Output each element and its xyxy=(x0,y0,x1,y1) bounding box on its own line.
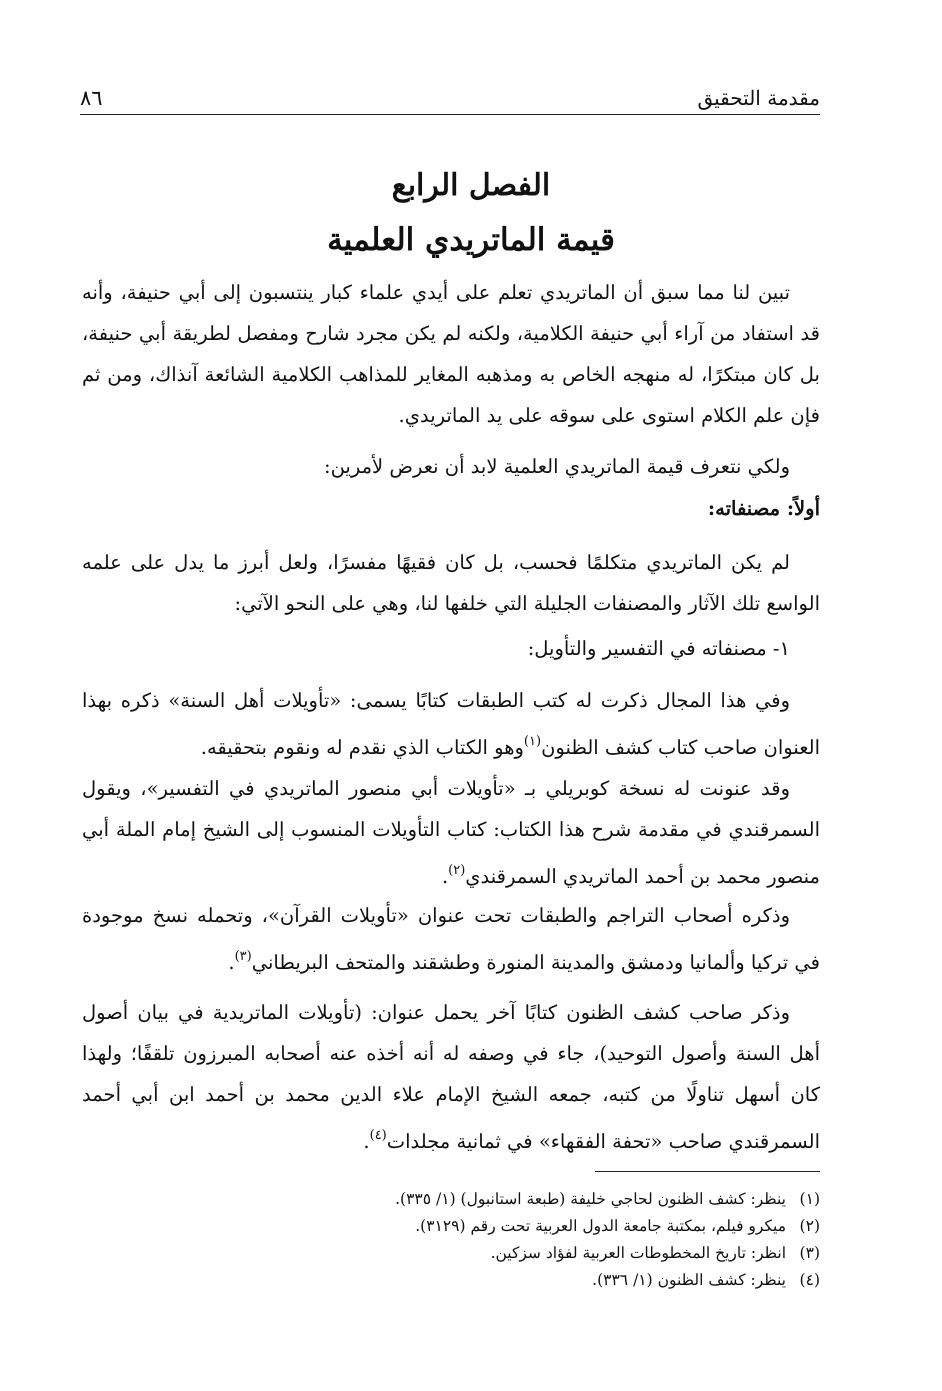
paragraph-text-part: . xyxy=(228,951,235,974)
footnote-ref[interactable]: (٤) xyxy=(369,1128,387,1143)
chapter-number-title: الفصل الرابع xyxy=(391,168,551,203)
footnote-item xyxy=(82,1267,820,1294)
chapter-subject-title: قيمة الماتريدي العلمية xyxy=(327,222,615,258)
paragraph-text-part: وذكره أصحاب التراجم والطبقات تحت عنوان «تأويلات القرآن»، وتحمله نسخ موجودة في تركيا وألمانيا ودمشق والمدينة المنورة وطشقند والمتحف البريطاني xyxy=(82,904,820,974)
footnote-text: ينظر: كشف الظنون لحاجي خليفة (طبعة استانبول) (١/ ٣٣٥). xyxy=(395,1190,786,1208)
paragraph-text: ولكي نتعرف قيمة الماتريدي العلمية لابد أن نعرض لأمرين: xyxy=(324,455,790,478)
footnote-mark: (٣) xyxy=(799,1244,820,1262)
page-number: ٨٦ xyxy=(80,86,103,110)
footnote-ref[interactable]: (١) xyxy=(523,734,542,749)
body-paragraph-tawilat-maturidiyya xyxy=(82,992,820,1162)
paragraph-text-part: . xyxy=(441,865,449,888)
footnote-text: انظر: تاريخ المخطوطات العربية لفؤاد سزكين. xyxy=(490,1244,786,1262)
section-heading-works xyxy=(82,488,820,529)
paragraph-text xyxy=(82,768,820,897)
footnotes xyxy=(82,1186,820,1294)
footnote-mark: (٢) xyxy=(799,1217,820,1235)
footnote-ref[interactable]: (٢) xyxy=(448,863,466,878)
footnote-item xyxy=(82,1213,820,1240)
footnote-item xyxy=(82,1186,820,1213)
paragraph-text-part: . xyxy=(363,1130,370,1153)
page-header xyxy=(80,78,820,115)
list-item-text: ١- مصنفاته في التفسير والتأويل: xyxy=(527,637,790,660)
paragraph-text-part: وقد عنونت له نسخة كوبريلي بـ «تأويلات أبي منصور الماتريدي في التفسير»، ويقول السمرقندي في مقدمة شرح هذا الكتاب: كتاب التأويلات المنسوب إلى الشيخ إمام الملة أبي منصور محمد بن أحمد الماتريدي السمرقندي xyxy=(82,777,820,888)
body-paragraph-scholarship xyxy=(82,542,820,624)
paragraph-text xyxy=(82,680,820,768)
paragraph-text: تبين لنا مما سبق أن الماتريدي تعلم على أيدي علماء كبار ينتسبون إلى أبي حنيفة، وأنه قد استفاد من آراء أبي حنيفة الكلامية، ولكنه لم يكن مجرد شارح ومفصل لطريقة أبي حنيفة، بل كان مبتكرًا، له منهجه الخاص به ومذهبه المغاير للمذاهب الكلامية الشائعة آنذاك، ومن ثم فإن علم الكلام استوى على سوقه على يد الماتريدي. xyxy=(82,281,820,427)
body-paragraph-two-matters xyxy=(82,446,820,487)
footnote-mark: (١) xyxy=(799,1190,820,1208)
paragraph-text: لم يكن الماتريدي متكلمًا فحسب، بل كان فقيهًا مفسرًا، ولعل أبرز ما يدل على علمه الواسع تلك الآثار والمصنفات الجليلة التي خلفها لنا، وهي على النحو الآتي: xyxy=(82,551,820,615)
footnote-ref[interactable]: (٣) xyxy=(234,949,252,964)
body-paragraph-tawilat-ahl-sunna xyxy=(82,680,820,768)
footnote-text: ميكرو فيلم، بمكتبة جامعة الدول العربية تحت رقم (٣١٢٩). xyxy=(415,1217,786,1235)
paragraph-text-part: وفي هذا المجال ذكرت له كتب الطبقات كتابًا يسمى: «تأويلات أهل السنة» ذكره بهذا العنوان صاحب كتاب كشف الظنون xyxy=(82,689,820,759)
list-item-tafsir-works xyxy=(82,628,820,669)
body-paragraph-tawilat-quran xyxy=(82,895,820,983)
paragraph-text-part: وذكر صاحب كشف الظنون كتابًا آخر يحمل عنوان: (تأويلات الماتريدية في بيان أصول أهل السنة وأصول التوحيد)، جاء في وصفه له أنه أخذه عنه أصحابه المبرزون تلقفًا؛ ولهذا كان أسهل تناولًا من كتبه، جمعه الشيخ الإمام علاء الدين محمد بن أحمد ابن أبي أحمد السمرقندي صاحب «تحفة الفقهاء» في ثمانية مجلدات xyxy=(82,1001,820,1153)
body-paragraph-koprulu-copy xyxy=(82,768,820,897)
paragraph-text-part: وهو الكتاب الذي نقدم له ونقوم بتحقيقه. xyxy=(200,736,524,759)
paragraph-text xyxy=(82,895,820,983)
running-title: مقدمة التحقيق xyxy=(697,86,820,110)
footnote-divider xyxy=(595,1171,820,1172)
paragraph-text xyxy=(82,992,820,1162)
footnote-item xyxy=(82,1240,820,1267)
section-heading-text: أولاً: مصنفاته: xyxy=(707,497,820,520)
footnote-mark: (٤) xyxy=(799,1271,820,1289)
footnote-text: ينظر: كشف الظنون (١/ ٣٣٦). xyxy=(592,1271,786,1289)
body-paragraph-intro xyxy=(82,272,820,436)
